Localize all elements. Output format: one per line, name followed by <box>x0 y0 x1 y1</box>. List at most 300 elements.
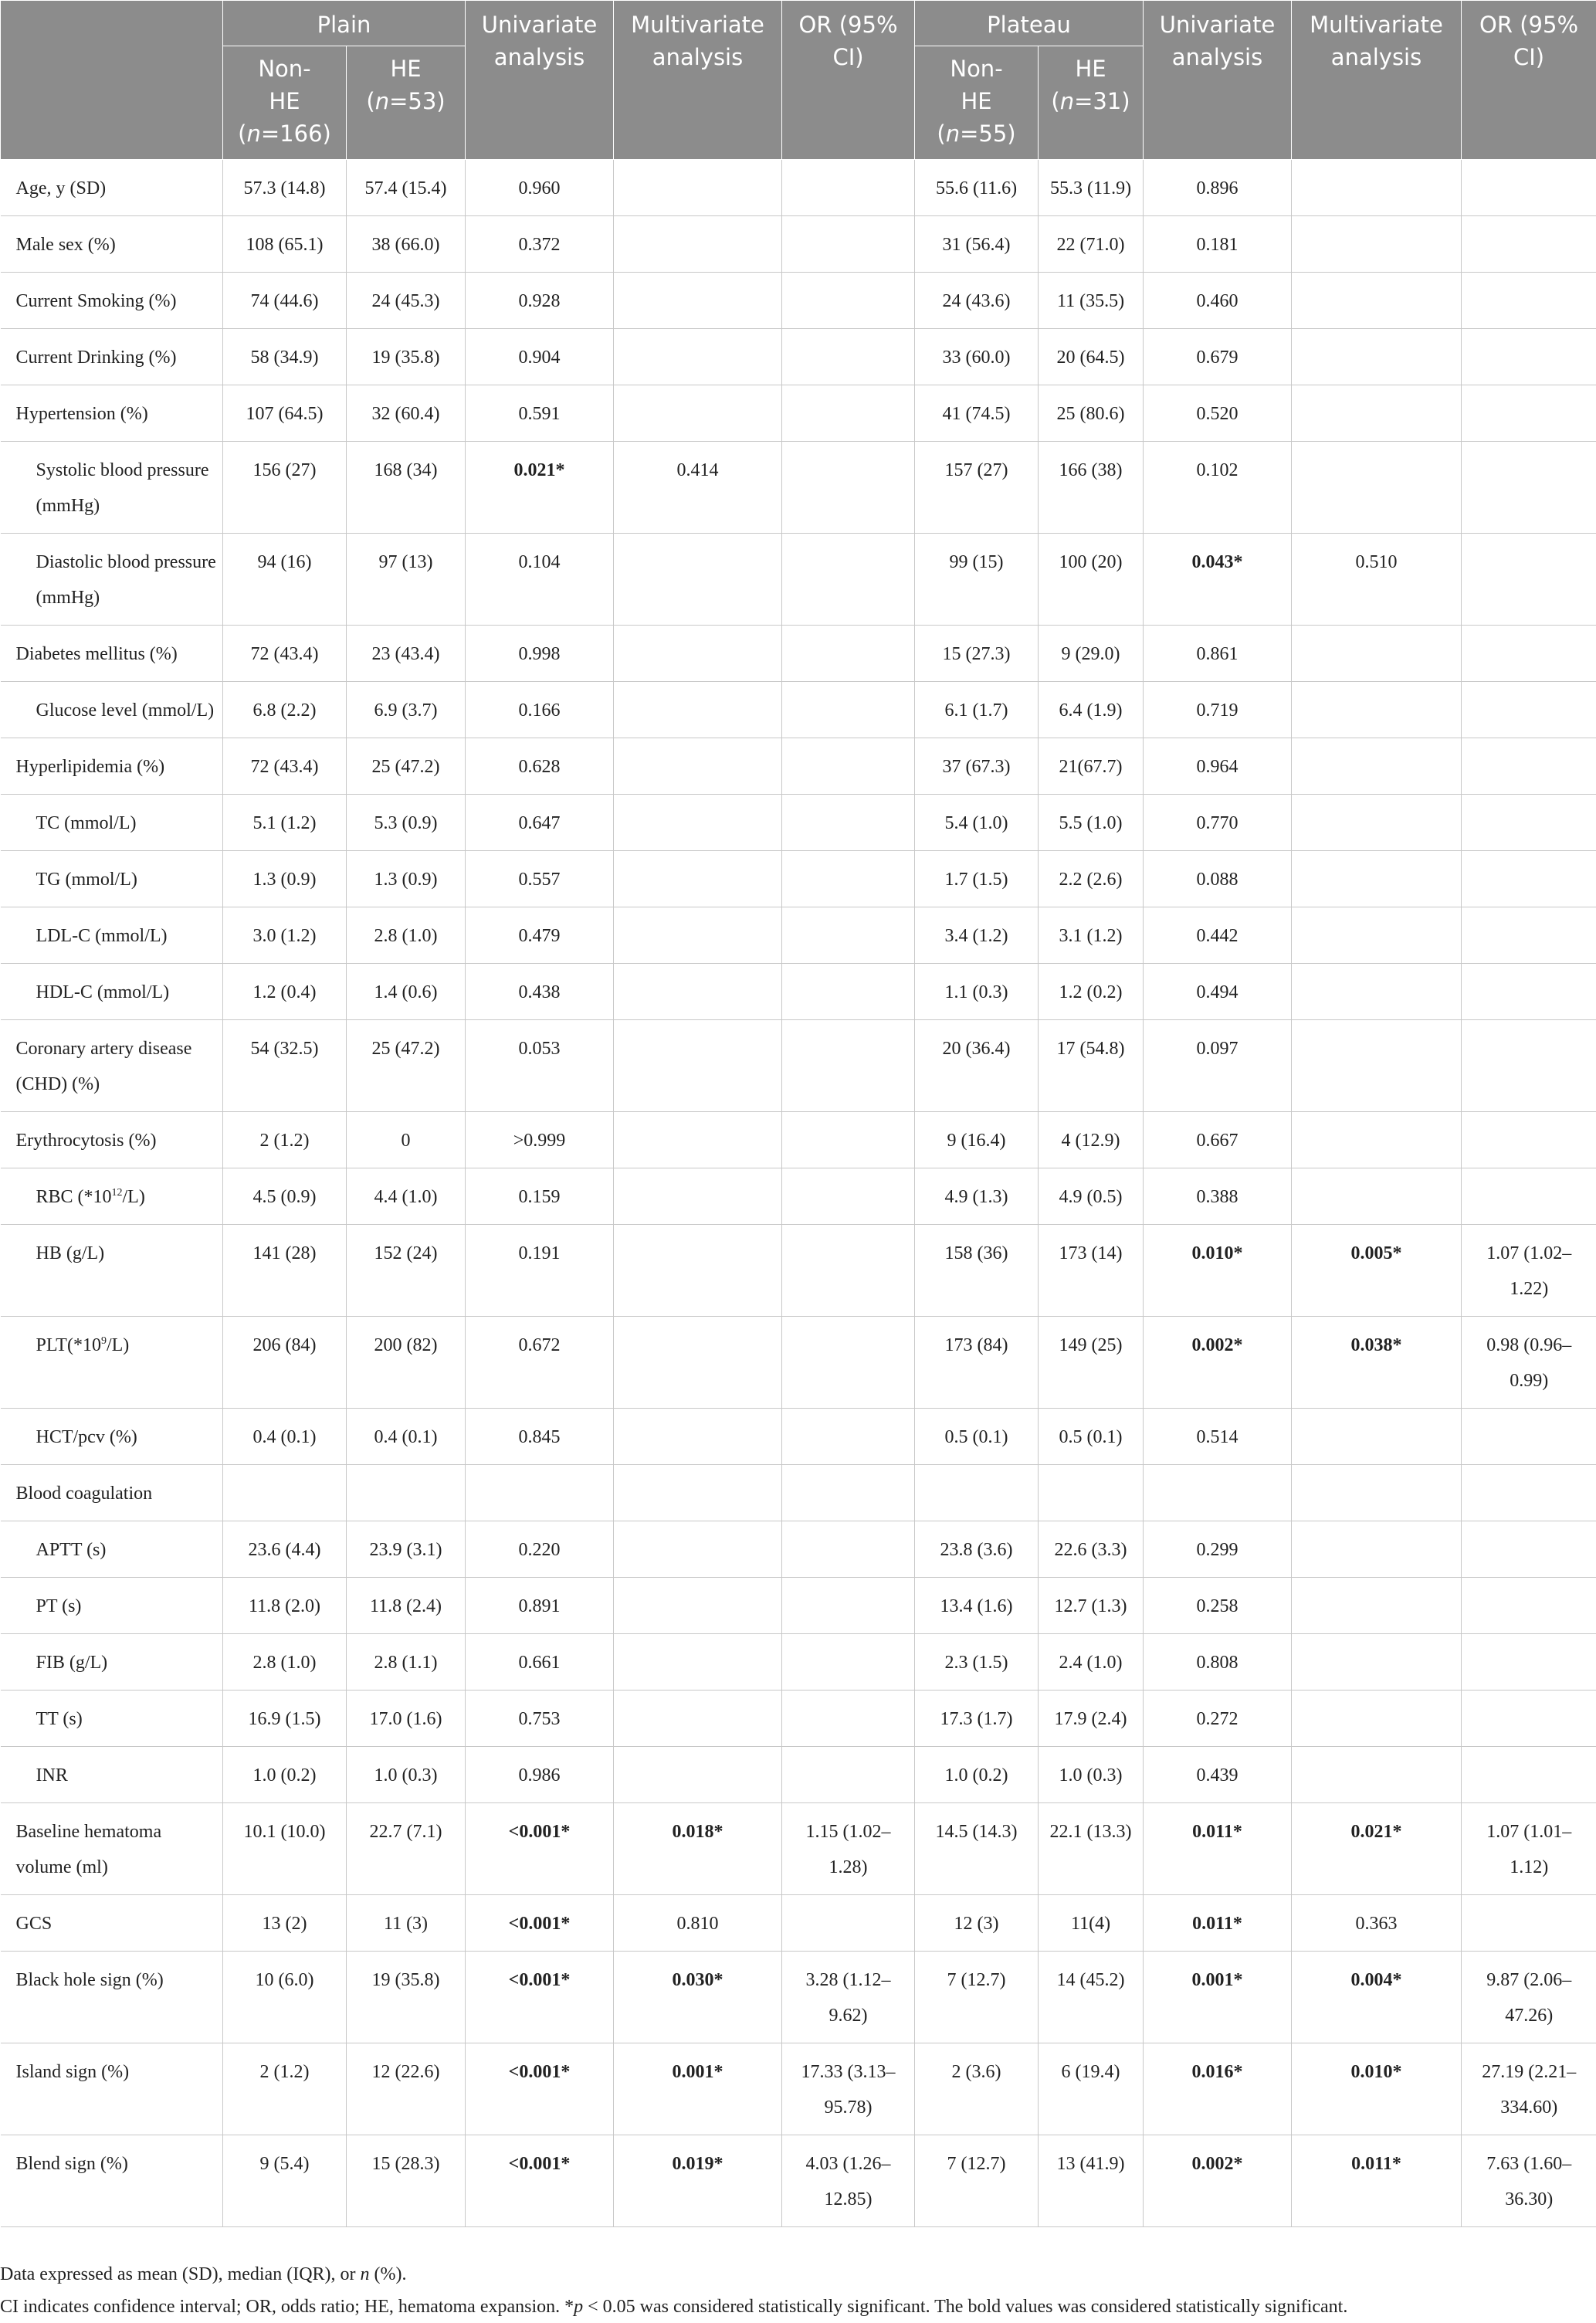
cell-plateau-or-ci <box>1462 1521 1596 1578</box>
cell-plain-multivariate: 0.414 <box>614 442 782 534</box>
cell-plateau-or-ci <box>1462 160 1596 216</box>
cell-plain-he <box>347 1465 466 1521</box>
cell-plain-or-ci <box>782 626 915 682</box>
table-footnotes <box>0 2258 1596 2323</box>
cell-plain-multivariate <box>614 1691 782 1747</box>
cell-plain-he: 15 (28.3) <box>347 2135 466 2227</box>
cell-plateau-or-ci <box>1462 682 1596 738</box>
cell-plain-he: 25 (47.2) <box>347 1020 466 1112</box>
cell-plateau-or-ci: 1.07 (1.02–1.22) <box>1462 1225 1596 1317</box>
cell-plateau-he: 12.7 (1.3) <box>1039 1578 1144 1634</box>
cell-plain-univariate: 0.986 <box>466 1747 614 1803</box>
cell-plain-or-ci: 4.03 (1.26–12.85) <box>782 2135 915 2227</box>
cell-plateau-he: 22.6 (3.3) <box>1039 1521 1144 1578</box>
cell-plateau-multivariate: 0.038* <box>1292 1317 1462 1409</box>
cell-plain-he: 2.8 (1.0) <box>347 907 466 964</box>
cell-plateau-he: 55.3 (11.9) <box>1039 160 1144 216</box>
cell-plain-he: 4.4 (1.0) <box>347 1168 466 1225</box>
cell-plain-univariate <box>466 1465 614 1521</box>
cell-plain-he: 32 (60.4) <box>347 385 466 442</box>
table-row <box>1 160 1596 216</box>
cell-plain-univariate: 0.672 <box>466 1317 614 1409</box>
cell-plateau-multivariate: 0.004* <box>1292 1952 1462 2043</box>
row-label: APTT (s) <box>1 1521 223 1578</box>
cell-plateau-multivariate <box>1292 385 1462 442</box>
cell-plateau-or-ci <box>1462 273 1596 329</box>
row-label: HB (g/L) <box>1 1225 223 1317</box>
cell-plateau-multivariate: 0.011* <box>1292 2135 1462 2227</box>
cell-plain-univariate: 0.166 <box>466 682 614 738</box>
header-plateau-non-he-n: (n=55) <box>920 117 1033 150</box>
cell-plain-he: 200 (82) <box>347 1317 466 1409</box>
cell-plain-he: 0.4 (0.1) <box>347 1409 466 1465</box>
table-row <box>1 216 1596 273</box>
cell-plateau-or-ci <box>1462 216 1596 273</box>
cell-plateau-multivariate <box>1292 1168 1462 1225</box>
table-row <box>1 273 1596 329</box>
cell-plain-or-ci <box>782 1409 915 1465</box>
cell-plain-multivariate: 0.019* <box>614 2135 782 2227</box>
table-row <box>1 851 1596 907</box>
cell-plain-multivariate <box>614 385 782 442</box>
cell-plateau-univariate: 0.011* <box>1144 1895 1292 1952</box>
cell-plain-univariate: 0.479 <box>466 907 614 964</box>
cell-plateau-univariate: 0.667 <box>1144 1112 1292 1168</box>
cell-plain-he: 17.0 (1.6) <box>347 1691 466 1747</box>
cell-plain-or-ci <box>782 1691 915 1747</box>
table-row <box>1 1803 1596 1895</box>
cell-plateau-non-he: 55.6 (11.6) <box>915 160 1039 216</box>
table-header <box>1 1 1596 160</box>
cell-plateau-he: 11 (35.5) <box>1039 273 1144 329</box>
cell-plain-or-ci: 1.15 (1.02–1.28) <box>782 1803 915 1895</box>
cell-plain-multivariate <box>614 851 782 907</box>
cell-plain-non-he: 156 (27) <box>223 442 347 534</box>
cell-plain-or-ci: 17.33 (3.13–95.78) <box>782 2043 915 2135</box>
cell-plateau-non-he: 17.3 (1.7) <box>915 1691 1039 1747</box>
cell-plain-multivariate <box>614 1317 782 1409</box>
row-label: HDL-C (mmol/L) <box>1 964 223 1020</box>
cell-plain-univariate: 0.647 <box>466 795 614 851</box>
cell-plateau-univariate: 0.272 <box>1144 1691 1292 1747</box>
cell-plain-multivariate <box>614 1168 782 1225</box>
cell-plain-or-ci <box>782 1895 915 1952</box>
table-row <box>1 1225 1596 1317</box>
cell-plain-he: 24 (45.3) <box>347 273 466 329</box>
row-label: Island sign (%) <box>1 2043 223 2135</box>
cell-plateau-he: 25 (80.6) <box>1039 385 1144 442</box>
cell-plain-univariate: 0.960 <box>466 160 614 216</box>
cell-plateau-he: 1.0 (0.3) <box>1039 1747 1144 1803</box>
cell-plateau-univariate: 0.679 <box>1144 329 1292 385</box>
cell-plateau-he: 166 (38) <box>1039 442 1144 534</box>
cell-plain-univariate: 0.191 <box>466 1225 614 1317</box>
cell-plateau-or-ci <box>1462 329 1596 385</box>
header-plain-he <box>347 46 466 160</box>
cell-plateau-multivariate <box>1292 160 1462 216</box>
cell-plateau-non-he: 1.0 (0.2) <box>915 1747 1039 1803</box>
cell-plain-univariate: 0.628 <box>466 738 614 795</box>
cell-plateau-univariate: 0.460 <box>1144 273 1292 329</box>
cell-plain-multivariate <box>614 1225 782 1317</box>
cell-plain-multivariate <box>614 329 782 385</box>
cell-plain-univariate: 0.053 <box>466 1020 614 1112</box>
cell-plateau-multivariate <box>1292 907 1462 964</box>
cell-plateau-he: 21(67.7) <box>1039 738 1144 795</box>
cell-plateau-or-ci: 9.87 (2.06–47.26) <box>1462 1952 1596 2043</box>
cell-plain-univariate: <0.001* <box>466 1803 614 1895</box>
cell-plateau-multivariate: 0.021* <box>1292 1803 1462 1895</box>
table-row <box>1 1578 1596 1634</box>
header-plateau-multivariate: Multivariate analysis <box>1292 1 1462 160</box>
cell-plain-non-he: 108 (65.1) <box>223 216 347 273</box>
cell-plain-he: 19 (35.8) <box>347 329 466 385</box>
cell-plateau-univariate: 0.299 <box>1144 1521 1292 1578</box>
cell-plateau-or-ci <box>1462 907 1596 964</box>
header-plain-non-he-n: (n=166) <box>228 117 341 150</box>
cell-plain-univariate: 0.753 <box>466 1691 614 1747</box>
table-body <box>1 160 1596 2227</box>
cell-plain-or-ci: 3.28 (1.12–9.62) <box>782 1952 915 2043</box>
cell-plain-or-ci <box>782 1020 915 1112</box>
cell-plateau-multivariate <box>1292 851 1462 907</box>
cell-plateau-univariate: 0.001* <box>1144 1952 1292 2043</box>
cell-plateau-multivariate: 0.005* <box>1292 1225 1462 1317</box>
cell-plateau-he: 5.5 (1.0) <box>1039 795 1144 851</box>
cell-plain-non-he: 74 (44.6) <box>223 273 347 329</box>
cell-plateau-multivariate <box>1292 1747 1462 1803</box>
cell-plain-multivariate <box>614 1020 782 1112</box>
cell-plateau-non-he: 24 (43.6) <box>915 273 1039 329</box>
cell-plain-univariate: <0.001* <box>466 2135 614 2227</box>
cell-plateau-multivariate <box>1292 216 1462 273</box>
cell-plain-non-he: 54 (32.5) <box>223 1020 347 1112</box>
row-label: Baseline hematoma volume (ml) <box>1 1803 223 1895</box>
cell-plain-univariate: 0.891 <box>466 1578 614 1634</box>
cell-plateau-or-ci <box>1462 1020 1596 1112</box>
cell-plain-multivariate <box>614 1112 782 1168</box>
table-row <box>1 1020 1596 1112</box>
cell-plain-he: 97 (13) <box>347 534 466 626</box>
cell-plain-univariate: 0.928 <box>466 273 614 329</box>
cell-plateau-he: 17 (54.8) <box>1039 1020 1144 1112</box>
header-plain-multivariate: Multivariate analysis <box>614 1 782 160</box>
table-row <box>1 2135 1596 2227</box>
cell-plain-univariate: 0.904 <box>466 329 614 385</box>
cell-plateau-or-ci <box>1462 1168 1596 1225</box>
cell-plain-he: 25 (47.2) <box>347 738 466 795</box>
row-label: Diabetes mellitus (%) <box>1 626 223 682</box>
cell-plateau-multivariate <box>1292 1020 1462 1112</box>
cell-plateau-non-he: 7 (12.7) <box>915 2135 1039 2227</box>
cell-plateau-univariate: 0.088 <box>1144 851 1292 907</box>
cell-plateau-univariate: 0.388 <box>1144 1168 1292 1225</box>
cell-plateau-or-ci: 0.98 (0.96–0.99) <box>1462 1317 1596 1409</box>
cell-plateau-multivariate <box>1292 1409 1462 1465</box>
cell-plain-non-he: 94 (16) <box>223 534 347 626</box>
cell-plateau-he: 3.1 (1.2) <box>1039 907 1144 964</box>
cell-plateau-univariate: 0.719 <box>1144 682 1292 738</box>
table-row <box>1 1521 1596 1578</box>
cell-plateau-he: 2.2 (2.6) <box>1039 851 1144 907</box>
cell-plain-he: 19 (35.8) <box>347 1952 466 2043</box>
cell-plain-non-he <box>223 1465 347 1521</box>
cell-plateau-or-ci: 7.63 (1.60–36.30) <box>1462 2135 1596 2227</box>
cell-plateau-or-ci <box>1462 626 1596 682</box>
cell-plateau-non-he: 31 (56.4) <box>915 216 1039 273</box>
cell-plain-or-ci <box>782 1465 915 1521</box>
cell-plateau-non-he: 41 (74.5) <box>915 385 1039 442</box>
cell-plateau-multivariate <box>1292 1634 1462 1691</box>
cell-plateau-or-ci <box>1462 1409 1596 1465</box>
cell-plateau-or-ci <box>1462 1465 1596 1521</box>
row-label: Current Smoking (%) <box>1 273 223 329</box>
header-plain-univariate: Univariate analysis <box>466 1 614 160</box>
cell-plateau-he: 149 (25) <box>1039 1317 1144 1409</box>
cell-plain-he: 0 <box>347 1112 466 1168</box>
cell-plateau-univariate: 0.097 <box>1144 1020 1292 1112</box>
cell-plain-non-he: 1.0 (0.2) <box>223 1747 347 1803</box>
cell-plateau-univariate: 0.520 <box>1144 385 1292 442</box>
cell-plain-non-he: 16.9 (1.5) <box>223 1691 347 1747</box>
cell-plain-or-ci <box>782 1634 915 1691</box>
table-row <box>1 907 1596 964</box>
cell-plateau-or-ci <box>1462 1634 1596 1691</box>
cell-plain-multivariate <box>614 1521 782 1578</box>
cell-plain-non-he: 6.8 (2.2) <box>223 682 347 738</box>
cell-plain-he: 23 (43.4) <box>347 626 466 682</box>
cell-plain-he: 2.8 (1.1) <box>347 1634 466 1691</box>
cell-plateau-univariate: 0.016* <box>1144 2043 1292 2135</box>
cell-plain-he: 6.9 (3.7) <box>347 682 466 738</box>
cell-plain-multivariate <box>614 907 782 964</box>
cell-plain-non-he: 141 (28) <box>223 1225 347 1317</box>
cell-plateau-or-ci <box>1462 1895 1596 1952</box>
cell-plain-multivariate <box>614 1465 782 1521</box>
cell-plain-or-ci <box>782 1225 915 1317</box>
cell-plateau-he: 4 (12.9) <box>1039 1112 1144 1168</box>
table-row <box>1 1409 1596 1465</box>
cell-plateau-he: 6.4 (1.9) <box>1039 682 1144 738</box>
cell-plain-univariate: <0.001* <box>466 1952 614 2043</box>
cell-plateau-non-he: 14.5 (14.3) <box>915 1803 1039 1895</box>
row-label: Systolic blood pressure (mmHg) <box>1 442 223 534</box>
table-row <box>1 329 1596 385</box>
cell-plain-or-ci <box>782 329 915 385</box>
cell-plateau-or-ci: 1.07 (1.01–1.12) <box>1462 1803 1596 1895</box>
header-plateau: Plateau <box>915 1 1144 46</box>
cell-plain-non-he: 3.0 (1.2) <box>223 907 347 964</box>
cell-plateau-univariate: 0.011* <box>1144 1803 1292 1895</box>
header-plain-he-line1: HE <box>351 53 460 85</box>
cell-plateau-multivariate <box>1292 442 1462 534</box>
cell-plateau-univariate: 0.861 <box>1144 626 1292 682</box>
cell-plain-non-he: 23.6 (4.4) <box>223 1521 347 1578</box>
cell-plateau-multivariate <box>1292 1578 1462 1634</box>
header-plateau-non-he-line1: Non- <box>920 53 1033 85</box>
header-plateau-univariate: Univariate analysis <box>1144 1 1292 160</box>
cell-plain-multivariate: 0.810 <box>614 1895 782 1952</box>
row-label: INR <box>1 1747 223 1803</box>
header-plateau-he-n: (n=31) <box>1043 85 1138 117</box>
cell-plain-or-ci <box>782 682 915 738</box>
cell-plateau-he: 100 (20) <box>1039 534 1144 626</box>
cell-plateau-he: 14 (45.2) <box>1039 1952 1144 2043</box>
cell-plateau-non-he: 37 (67.3) <box>915 738 1039 795</box>
row-label: Male sex (%) <box>1 216 223 273</box>
cell-plain-or-ci <box>782 795 915 851</box>
cell-plain-non-he: 72 (43.4) <box>223 738 347 795</box>
cell-plain-he: 11.8 (2.4) <box>347 1578 466 1634</box>
cell-plain-multivariate <box>614 216 782 273</box>
cell-plateau-he: 173 (14) <box>1039 1225 1144 1317</box>
row-label: Current Drinking (%) <box>1 329 223 385</box>
cell-plateau-multivariate <box>1292 273 1462 329</box>
cell-plain-he: 23.9 (3.1) <box>347 1521 466 1578</box>
cell-plain-non-he: 13 (2) <box>223 1895 347 1952</box>
table-row <box>1 442 1596 534</box>
row-label: PT (s) <box>1 1578 223 1634</box>
cell-plateau-univariate <box>1144 1465 1292 1521</box>
cell-plateau-multivariate <box>1292 1691 1462 1747</box>
table-row <box>1 795 1596 851</box>
cell-plateau-non-he: 3.4 (1.2) <box>915 907 1039 964</box>
cell-plateau-he: 4.9 (0.5) <box>1039 1168 1144 1225</box>
cell-plateau-he: 20 (64.5) <box>1039 329 1144 385</box>
cell-plain-or-ci <box>782 273 915 329</box>
header-plain: Plain <box>223 1 466 46</box>
cell-plateau-multivariate: 0.010* <box>1292 2043 1462 2135</box>
cell-plain-non-he: 2 (1.2) <box>223 1112 347 1168</box>
cell-plain-multivariate <box>614 273 782 329</box>
cell-plain-multivariate <box>614 534 782 626</box>
cell-plateau-he: 9 (29.0) <box>1039 626 1144 682</box>
cell-plateau-non-he: 0.5 (0.1) <box>915 1409 1039 1465</box>
cell-plain-he: 12 (22.6) <box>347 2043 466 2135</box>
cell-plain-univariate: 0.438 <box>466 964 614 1020</box>
cell-plain-multivariate: 0.030* <box>614 1952 782 2043</box>
cell-plateau-univariate: 0.181 <box>1144 216 1292 273</box>
header-plateau-he-line1: HE <box>1043 53 1138 85</box>
cell-plateau-non-he: 5.4 (1.0) <box>915 795 1039 851</box>
footnote-line-1: Data expressed as mean (SD), median (IQR), or n (%). <box>0 2258 1596 2291</box>
cell-plain-or-ci <box>782 160 915 216</box>
cell-plateau-or-ci <box>1462 385 1596 442</box>
header-plateau-he <box>1039 46 1144 160</box>
cell-plain-multivariate <box>614 1578 782 1634</box>
row-label: RBC $(*10^{12}/L)$ <box>1 1168 223 1225</box>
cell-plateau-non-he: 6.1 (1.7) <box>915 682 1039 738</box>
cell-plateau-non-he: 2.3 (1.5) <box>915 1634 1039 1691</box>
cell-plateau-multivariate <box>1292 682 1462 738</box>
cell-plain-he: 5.3 (0.9) <box>347 795 466 851</box>
row-label: TG (mmol/L) <box>1 851 223 907</box>
cell-plateau-multivariate <box>1292 329 1462 385</box>
cell-plateau-univariate: 0.896 <box>1144 160 1292 216</box>
cell-plain-he: 11 (3) <box>347 1895 466 1952</box>
footnote-line-2: CI indicates confidence interval; OR, odds ratio; HE, hematoma expansion. *p < 0.05 was considered statistically significant. The bold values was considered statistically significant. <box>0 2291 1596 2323</box>
cell-plain-univariate: 0.220 <box>466 1521 614 1578</box>
row-label: TC (mmol/L) <box>1 795 223 851</box>
cell-plateau-or-ci <box>1462 442 1596 534</box>
cell-plateau-he: 17.9 (2.4) <box>1039 1691 1144 1747</box>
table-row <box>1 1952 1596 2043</box>
cell-plateau-non-he <box>915 1465 1039 1521</box>
cell-plain-univariate: 0.557 <box>466 851 614 907</box>
cell-plateau-non-he: 99 (15) <box>915 534 1039 626</box>
cell-plain-univariate: <0.001* <box>466 1895 614 1952</box>
cell-plateau-multivariate <box>1292 1521 1462 1578</box>
cell-plain-multivariate <box>614 1409 782 1465</box>
table-row <box>1 385 1596 442</box>
cell-plain-or-ci <box>782 1521 915 1578</box>
cell-plateau-univariate: 0.964 <box>1144 738 1292 795</box>
cell-plain-univariate: >0.999 <box>466 1112 614 1168</box>
cell-plateau-multivariate <box>1292 738 1462 795</box>
cell-plateau-univariate: 0.102 <box>1144 442 1292 534</box>
row-label: Age, y (SD) <box>1 160 223 216</box>
cell-plain-or-ci <box>782 385 915 442</box>
cell-plateau-or-ci: 27.19 (2.21–334.60) <box>1462 2043 1596 2135</box>
row-label: TT (s) <box>1 1691 223 1747</box>
cell-plain-or-ci <box>782 1168 915 1225</box>
cell-plain-he: 57.4 (15.4) <box>347 160 466 216</box>
cell-plateau-or-ci <box>1462 1578 1596 1634</box>
cell-plain-he: 168 (34) <box>347 442 466 534</box>
header-plateau-non-he <box>915 46 1039 160</box>
cell-plain-non-he: 4.5 (0.9) <box>223 1168 347 1225</box>
cell-plain-non-he: 2 (1.2) <box>223 2043 347 2135</box>
cell-plain-non-he: 72 (43.4) <box>223 626 347 682</box>
header-plain-non-he <box>223 46 347 160</box>
cell-plateau-or-ci <box>1462 1112 1596 1168</box>
cell-plateau-he <box>1039 1465 1144 1521</box>
cell-plain-he: 38 (66.0) <box>347 216 466 273</box>
cell-plain-univariate: 0.845 <box>466 1409 614 1465</box>
cell-plateau-univariate: 0.442 <box>1144 907 1292 964</box>
cell-plateau-univariate: 0.770 <box>1144 795 1292 851</box>
row-label: GCS <box>1 1895 223 1952</box>
header-plain-non-he-line2: HE <box>228 85 341 117</box>
row-label: Hyperlipidemia (%) <box>1 738 223 795</box>
table-row <box>1 964 1596 1020</box>
table-row <box>1 1691 1596 1747</box>
table-row <box>1 738 1596 795</box>
row-label: Coronary artery disease (CHD) (%) <box>1 1020 223 1112</box>
cell-plain-he: 152 (24) <box>347 1225 466 1317</box>
cell-plateau-or-ci <box>1462 1691 1596 1747</box>
cell-plain-non-he: 1.2 (0.4) <box>223 964 347 1020</box>
cell-plateau-or-ci <box>1462 534 1596 626</box>
row-label: Glucose level (mmol/L) <box>1 682 223 738</box>
row-label: HCT/pcv (%) <box>1 1409 223 1465</box>
cell-plateau-univariate: 0.808 <box>1144 1634 1292 1691</box>
cell-plateau-univariate: 0.002* <box>1144 1317 1292 1409</box>
cell-plain-or-ci <box>782 851 915 907</box>
cell-plateau-non-he: 157 (27) <box>915 442 1039 534</box>
row-label: Erythrocytosis (%) <box>1 1112 223 1168</box>
header-plain-he-n: (n=53) <box>351 85 460 117</box>
header-plateau-non-he-line2: HE <box>920 85 1033 117</box>
cell-plateau-non-he: 1.7 (1.5) <box>915 851 1039 907</box>
cell-plain-non-he: 206 (84) <box>223 1317 347 1409</box>
cell-plateau-multivariate <box>1292 795 1462 851</box>
table-row <box>1 2043 1596 2135</box>
cell-plain-univariate: 0.372 <box>466 216 614 273</box>
cell-plain-non-he: 2.8 (1.0) <box>223 1634 347 1691</box>
cell-plain-multivariate <box>614 795 782 851</box>
cell-plain-or-ci <box>782 1747 915 1803</box>
